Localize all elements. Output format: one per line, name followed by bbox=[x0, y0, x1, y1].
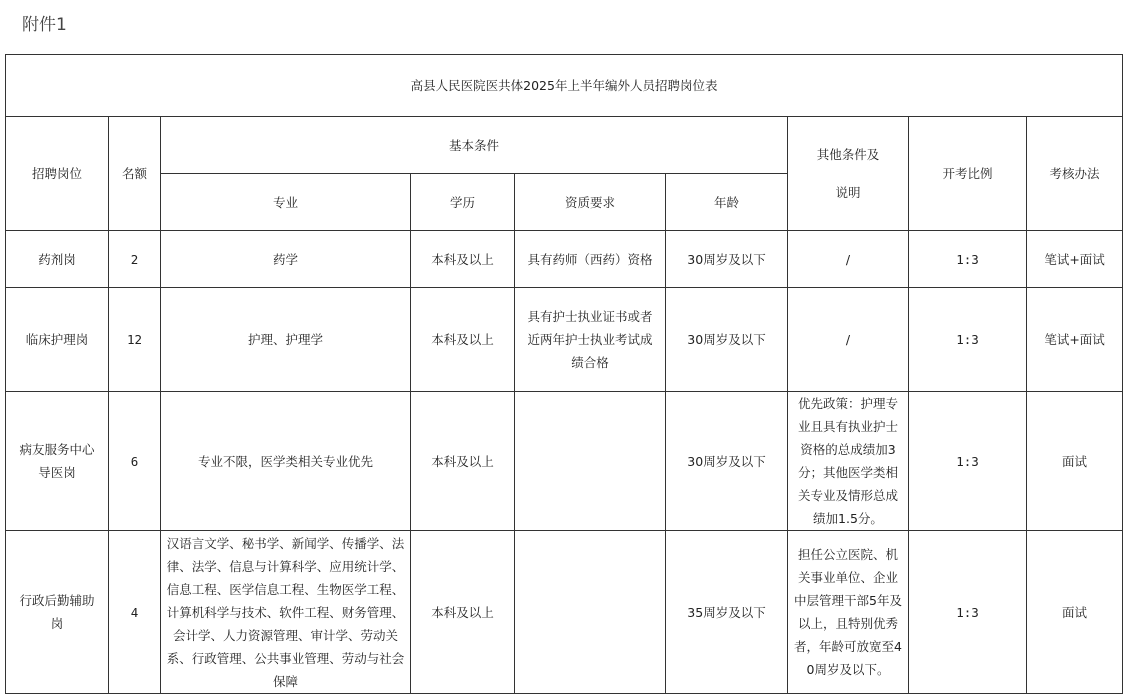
cell-ratio: 1:3 bbox=[909, 392, 1027, 531]
cell-assessment: 面试 bbox=[1027, 531, 1123, 694]
table-row bbox=[6, 231, 1123, 288]
cell-education: 本科及以上 bbox=[411, 392, 515, 531]
cell-qualification: 具有药师（西药）资格 bbox=[515, 231, 666, 288]
cell-ratio: 1:3 bbox=[909, 531, 1027, 694]
cell-assessment: 笔试+面试 bbox=[1027, 288, 1123, 392]
cell-education: 本科及以上 bbox=[411, 531, 515, 694]
header-quota: 名额 bbox=[109, 117, 161, 231]
recruitment-table bbox=[5, 54, 1123, 694]
cell-ratio: 1:3 bbox=[909, 288, 1027, 392]
cell-quota: 12 bbox=[109, 288, 161, 392]
cell-position: 行政后勤辅助岗 bbox=[6, 531, 109, 694]
cell-assessment: 面试 bbox=[1027, 392, 1123, 531]
cell-quota: 4 bbox=[109, 531, 161, 694]
cell-quota: 2 bbox=[109, 231, 161, 288]
table-row bbox=[6, 392, 1123, 531]
cell-qualification bbox=[515, 392, 666, 531]
cell-major: 专业不限，医学类相关专业优先 bbox=[161, 392, 411, 531]
cell-major: 药学 bbox=[161, 231, 411, 288]
header-other-line2: 说明 bbox=[835, 184, 861, 200]
cell-major: 护理、护理学 bbox=[161, 288, 411, 392]
cell-quota: 6 bbox=[109, 392, 161, 531]
header-other-conditions bbox=[788, 117, 909, 231]
cell-other: / bbox=[788, 288, 909, 392]
table-title: 高县人民医院医共体2025年上半年编外人员招聘岗位表 bbox=[6, 55, 1123, 117]
table-row bbox=[6, 531, 1123, 694]
cell-qualification bbox=[515, 531, 666, 694]
header-major: 专业 bbox=[161, 174, 411, 231]
header-basic-conditions: 基本条件 bbox=[161, 117, 788, 174]
header-ratio: 开考比例 bbox=[909, 117, 1027, 231]
cell-age: 30周岁及以下 bbox=[666, 231, 788, 288]
header-qualification: 资质要求 bbox=[515, 174, 666, 231]
cell-education: 本科及以上 bbox=[411, 231, 515, 288]
cell-age: 35周岁及以下 bbox=[666, 531, 788, 694]
table-row bbox=[6, 288, 1123, 392]
header-assessment: 考核办法 bbox=[1027, 117, 1123, 231]
cell-major: 汉语言文学、秘书学、新闻学、传播学、法律、法学、信息与计算科学、应用统计学、信息工程、医学信息工程、生物医学工程、计算机科学与技术、软件工程、财务管理、会计学、人力资源管理、审计学、劳动关系、行政管理、公共事业管理、劳动与社会保障 bbox=[161, 531, 411, 694]
cell-position: 药剂岗 bbox=[6, 231, 109, 288]
header-education: 学历 bbox=[411, 174, 515, 231]
cell-education: 本科及以上 bbox=[411, 288, 515, 392]
cell-age: 30周岁及以下 bbox=[666, 392, 788, 531]
cell-other: 优先政策：护理专业且具有执业护士资格的总成绩加3分；其他医学类相关专业及情形总成绩加1.5分。 bbox=[788, 392, 909, 531]
cell-other: / bbox=[788, 231, 909, 288]
attachment-label: 附件1 bbox=[22, 15, 67, 35]
header-other-line1: 其他条件及 bbox=[816, 146, 880, 162]
cell-ratio: 1:3 bbox=[909, 231, 1027, 288]
cell-position: 临床护理岗 bbox=[6, 288, 109, 392]
header-position: 招聘岗位 bbox=[6, 117, 109, 231]
cell-age: 30周岁及以下 bbox=[666, 288, 788, 392]
cell-other: 担任公立医院、机关事业单位、企业中层管理干部5年及以上，且特别优秀者，年龄可放宽至40周岁及以下。 bbox=[788, 531, 909, 694]
cell-assessment: 笔试+面试 bbox=[1027, 231, 1123, 288]
cell-qualification: 具有护士执业证书或者近两年护士执业考试成绩合格 bbox=[515, 288, 666, 392]
cell-position: 病友服务中心导医岗 bbox=[6, 392, 109, 531]
header-age: 年龄 bbox=[666, 174, 788, 231]
